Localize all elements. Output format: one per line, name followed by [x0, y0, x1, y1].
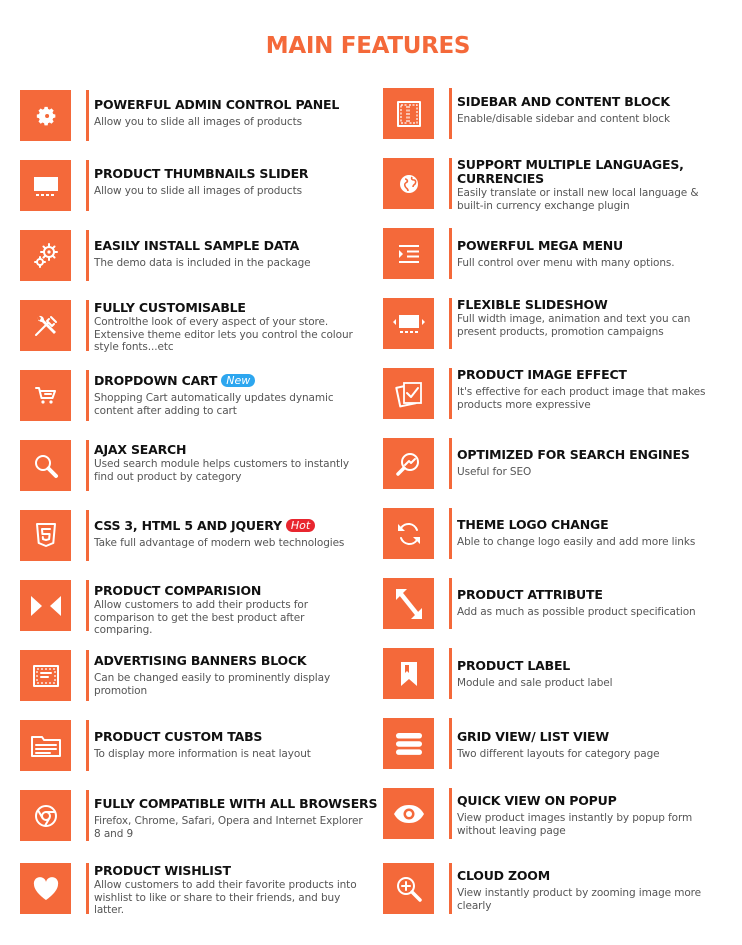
feature-product-comparision — [20, 580, 365, 636]
feature-title: PRODUCT LABEL — [457, 658, 571, 673]
feature-description: Two different layouts for category page — [457, 748, 660, 760]
compare-icon — [20, 580, 71, 631]
feature-sidebar-and-content-block — [383, 88, 728, 140]
slideshow-icon — [383, 298, 434, 349]
feature-divider — [86, 790, 89, 841]
feature-divider — [86, 650, 89, 701]
folder-tabs-icon — [20, 720, 71, 771]
chrome-icon — [20, 790, 71, 841]
feature-divider — [86, 440, 89, 491]
feature-divider — [86, 720, 89, 771]
feature-divider — [86, 300, 89, 351]
feature-description: Module and sale product label — [457, 677, 613, 689]
feature-description: Firefox, Chrome, Safari, Opera and Internet Explorer 8 and 9 — [94, 815, 363, 840]
heart-icon — [20, 863, 71, 914]
feature-description: View product images instantly by popup form without leaving page — [457, 812, 693, 837]
search-icon — [20, 440, 71, 491]
feature-description: Useful for SEO — [457, 466, 532, 478]
feature-theme-logo-change — [383, 508, 728, 560]
eye-icon — [383, 788, 434, 839]
feature-divider — [449, 578, 452, 629]
feature-title: POWERFUL ADMIN CONTROL PANEL — [94, 97, 340, 112]
feature-description: Allow customers to add their products for comparison to get the best product after comparing. — [94, 599, 308, 636]
feature-fully-compatible-with-all-browsers — [20, 790, 378, 842]
feature-title: SUPPORT MULTIPLE LANGUAGES, CURRENCIES — [457, 157, 684, 186]
feature-title: SIDEBAR AND CONTENT BLOCK — [457, 94, 670, 109]
feature-product-image-effect — [383, 368, 728, 420]
feature-description: Allow you to slide all images of products — [94, 185, 302, 197]
feature-title: GRID VIEW/ LIST VIEW — [457, 729, 609, 744]
feature-description: Full width image, animation and text you can present products, promotion campaigns — [457, 313, 691, 338]
feature-divider — [86, 510, 89, 561]
feature-product-wishlist — [20, 863, 365, 915]
sidebar-layout-icon — [383, 88, 434, 139]
feature-title: PRODUCT CUSTOM TABS — [94, 729, 263, 744]
feature-divider — [449, 438, 452, 489]
feature-description: Shopping Cart automatically updates dynamic content after adding to cart — [94, 392, 334, 417]
image-effect-icon — [383, 368, 434, 419]
feature-powerful-admin-control-panel — [20, 90, 365, 142]
feature-product-attribute — [383, 578, 728, 630]
feature-title: EASILY INSTALL SAMPLE DATA — [94, 238, 300, 253]
feature-divider — [449, 718, 452, 769]
zoom-in-icon — [383, 863, 434, 914]
feature-description: Enable/disable sidebar and content block — [457, 113, 670, 125]
feature-divider — [449, 648, 452, 699]
feature-divider — [449, 788, 452, 839]
feature-divider — [449, 368, 452, 419]
feature-divider — [449, 88, 452, 139]
feature-title: PRODUCT COMPARISION — [94, 583, 262, 598]
feature-advertising-banners-block — [20, 650, 365, 702]
feature-ajax-search — [20, 440, 365, 492]
feature-description: It's effective for each product image that makes products more expressive — [457, 386, 706, 411]
feature-title: PRODUCT THUMBNAILS SLIDER — [94, 166, 309, 181]
feature-css-3-html-5-and-jquery — [20, 510, 365, 562]
feature-divider — [449, 298, 452, 349]
page-title: MAIN FEATURES — [265, 33, 471, 59]
feature-divider — [86, 90, 89, 141]
seo-icon — [383, 438, 434, 489]
feature-divider — [449, 863, 452, 914]
list-view-icon — [383, 718, 434, 769]
feature-description: Take full advantage of modern web technologies — [94, 537, 345, 549]
feature-title: OPTIMIZED FOR SEARCH ENGINES — [457, 447, 690, 462]
feature-description: Allow customers to add their favorite products into wishlist to like or share to their friends, and buy latter. — [94, 879, 357, 916]
feature-title: PRODUCT WISHLIST — [94, 863, 231, 878]
feature-divider — [86, 230, 89, 281]
feature-divider — [449, 158, 452, 209]
feature-description: Can be changed easily to prominently display promotion — [94, 672, 331, 697]
feature-product-custom-tabs — [20, 720, 365, 772]
feature-title: CLOUD ZOOM — [457, 868, 550, 883]
feature-product-thumbnails-slider — [20, 160, 365, 212]
feature-flexible-slideshow — [383, 298, 728, 350]
feature-divider — [86, 160, 89, 211]
gear-icon — [20, 90, 71, 141]
monitor-icon — [20, 160, 71, 211]
feature-description: Controlthe look of every aspect of your store. Extensive theme editor lets you control the colour style fonts...etc — [94, 316, 353, 353]
feature-support-multiple-languages-currencies — [383, 158, 728, 210]
feature-description: View instantly product by zooming image more clearly — [457, 887, 702, 912]
bookmark-icon — [383, 648, 434, 699]
feature-title: QUICK VIEW ON POPUP — [457, 793, 617, 808]
feature-divider — [449, 228, 452, 279]
feature-title: POWERFUL MEGA MENU — [457, 238, 623, 253]
feature-title: ADVERTISING BANNERS BLOCK — [94, 653, 307, 668]
cart-icon — [20, 370, 71, 421]
feature-description: Used search module helps customers to instantly find out product by category — [94, 458, 349, 483]
banner-icon — [20, 650, 71, 701]
feature-description: Able to change logo easily and add more links — [457, 536, 696, 548]
feature-title: FLEXIBLE SLIDESHOW — [457, 297, 608, 312]
feature-title: FULLY COMPATIBLE WITH ALL BROWSERS — [94, 796, 378, 811]
feature-powerful-mega-menu — [383, 228, 728, 280]
refresh-icon — [383, 508, 434, 559]
globe-icon — [383, 158, 434, 209]
feature-divider — [86, 370, 89, 421]
feature-quick-view-on-popup — [383, 788, 728, 840]
resize-arrows-icon — [383, 578, 434, 629]
feature-divider — [86, 580, 89, 631]
feature-title: THEME LOGO CHANGE — [457, 517, 609, 532]
feature-optimized-for-search-engines — [383, 438, 728, 490]
menu-indent-icon — [383, 228, 434, 279]
feature-easily-install-sample-data — [20, 230, 365, 282]
feature-title: CSS 3, HTML 5 AND JQUERY Hot — [94, 519, 365, 533]
feature-dropdown-cart — [20, 370, 365, 422]
feature-cloud-zoom — [383, 863, 728, 915]
new-badge: New — [221, 374, 255, 387]
feature-fully-customisable — [20, 300, 365, 352]
feature-divider — [449, 508, 452, 559]
hot-badge: Hot — [286, 519, 315, 532]
feature-product-label — [383, 648, 728, 700]
feature-title: PRODUCT IMAGE EFFECT — [457, 367, 627, 382]
feature-title: AJAX SEARCH — [94, 442, 187, 457]
feature-title: FULLY CUSTOMISABLE — [94, 300, 246, 315]
feature-description: Add as much as possible product specification — [457, 606, 696, 618]
gears-icon — [20, 230, 71, 281]
html5-icon — [20, 510, 71, 561]
feature-divider — [86, 863, 89, 914]
feature-description: Easily translate or install new local language & built-in currency exchange plugin — [457, 187, 699, 212]
feature-grid-view-list-view — [383, 718, 728, 770]
feature-title: DROPDOWN CART New — [94, 374, 365, 388]
feature-description: Full control over menu with many options. — [457, 257, 675, 269]
feature-description: The demo data is included in the package — [94, 257, 311, 269]
feature-description: To display more information is neat layout — [94, 748, 311, 760]
feature-description: Allow you to slide all images of products — [94, 116, 302, 128]
tools-icon — [20, 300, 71, 351]
feature-title: PRODUCT ATTRIBUTE — [457, 587, 603, 602]
